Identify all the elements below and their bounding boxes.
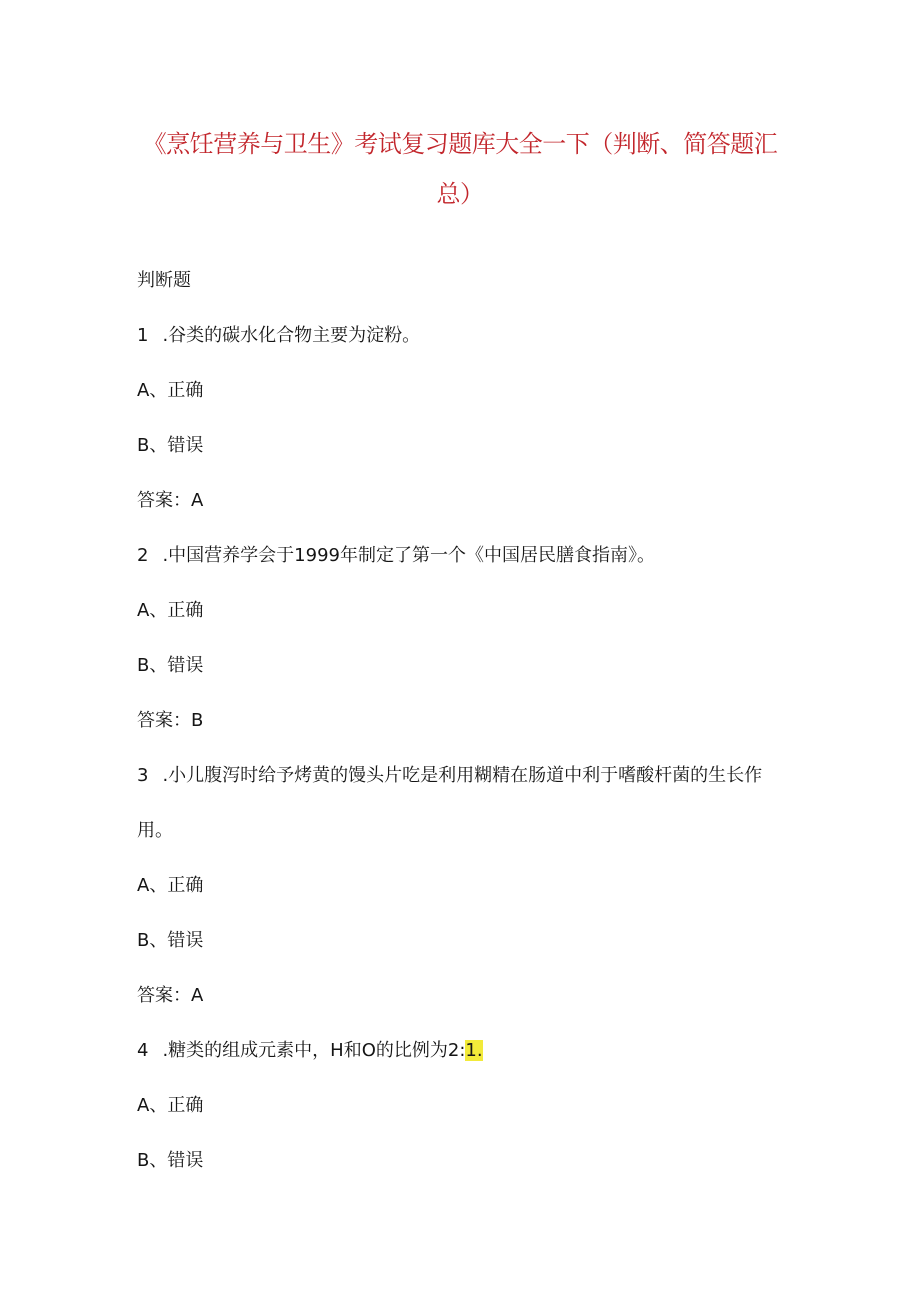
question-4 <box>137 1038 483 1064</box>
document-title-line-2: 总） <box>436 180 484 208</box>
question-number: 4 <box>137 1040 149 1061</box>
question-number: 2 <box>137 545 149 566</box>
question-number: 1 <box>137 325 149 346</box>
question-2-answer: 答案：B <box>137 710 204 731</box>
question-number: 3 <box>137 765 149 786</box>
question-1-answer: 答案：A <box>137 490 204 511</box>
question-1-option-b: B、错误 <box>137 435 204 456</box>
highlighted-text: 1. <box>465 1040 483 1061</box>
question-3-text-continued: 用。 <box>137 820 173 841</box>
question-3-option-b: B、错误 <box>137 930 204 951</box>
question-3 <box>137 763 762 789</box>
question-1 <box>137 323 420 349</box>
question-1-option-a: A、正确 <box>137 380 204 401</box>
question-text: .小儿腹泻时给予烤黄的馒头片吃是利用糊精在肠道中利于嗜酸杆菌的生长作 <box>162 765 763 786</box>
question-4-option-b: B、错误 <box>137 1150 204 1171</box>
question-text: .谷类的碳水化合物主要为淀粉。 <box>162 325 421 346</box>
question-4-option-a: A、正确 <box>137 1095 204 1116</box>
question-2 <box>137 543 655 569</box>
question-text: .糖类的组成元素中，H和O的比例为2: <box>162 1040 466 1061</box>
question-3-answer: 答案：A <box>137 985 204 1006</box>
question-2-option-b: B、错误 <box>137 655 204 676</box>
question-text: .中国营养学会于1999年制定了第一个《中国居民膳食指南》。 <box>162 545 655 566</box>
question-3-option-a: A、正确 <box>137 875 204 896</box>
section-heading: 判断题 <box>137 270 191 291</box>
question-2-option-a: A、正确 <box>137 600 204 621</box>
document-title-line-1: 《烹饪营养与卫生》考试复习题库大全一下（判断、简答题汇 <box>142 130 778 158</box>
